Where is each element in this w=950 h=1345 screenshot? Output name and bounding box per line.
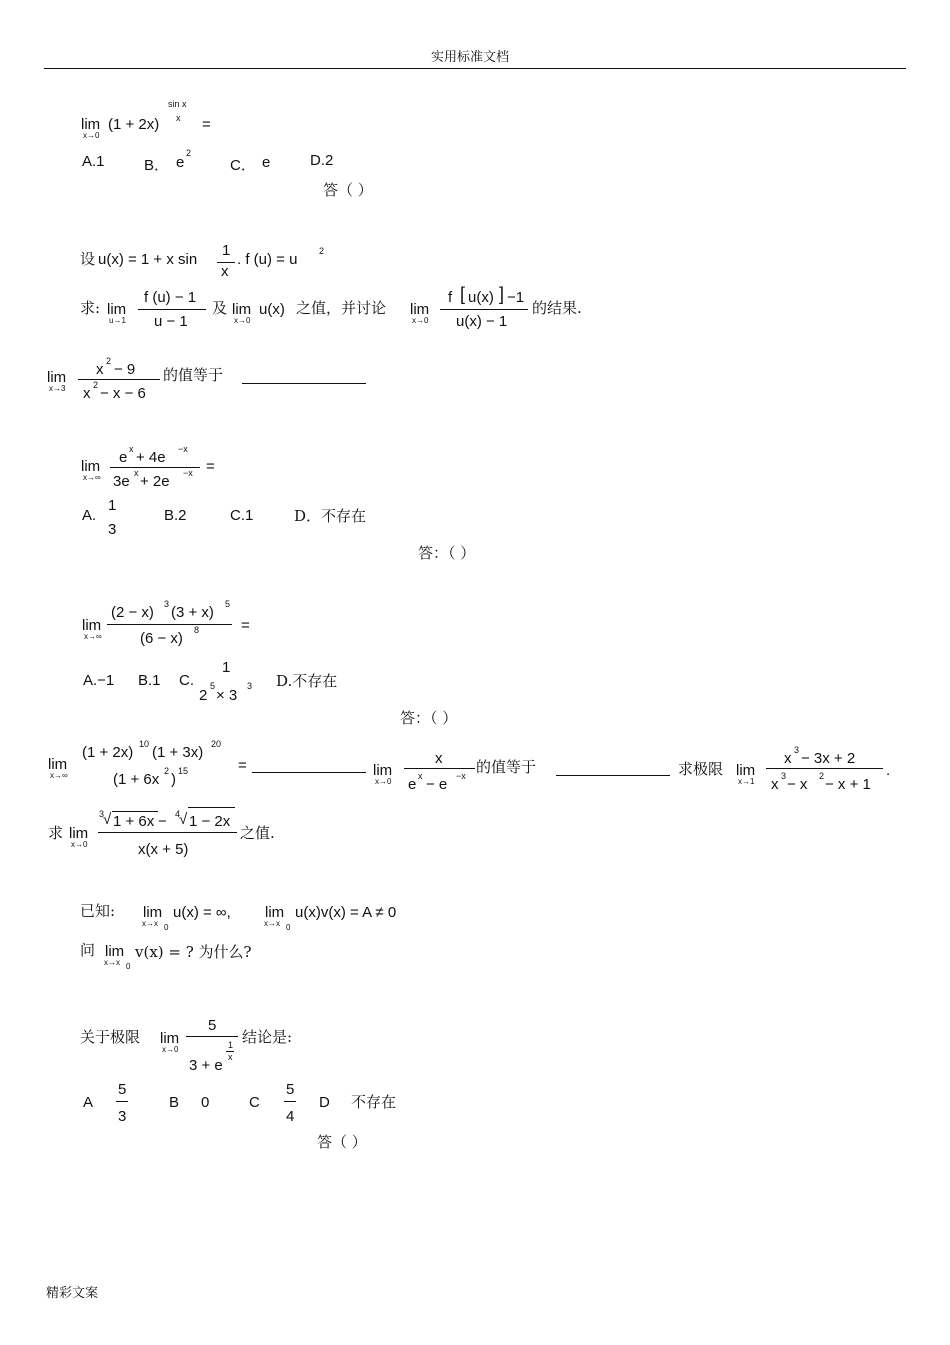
p5-num-b: (3 + x): [171, 604, 214, 621]
p8-num-a: x: [784, 750, 792, 767]
p9-den: x(x + 5): [138, 841, 189, 858]
p6-den-b: ): [171, 771, 176, 788]
p5-opt-c: C.: [179, 672, 194, 689]
p8-lead: 求极限: [678, 760, 724, 778]
p4-opt-d: D．不存在: [294, 507, 367, 525]
p10-lim2-sub: x→x: [264, 919, 280, 928]
p2-lim3-sub: x→0: [412, 316, 429, 325]
p5-den: (6 − x): [140, 630, 183, 647]
lim-label: lim: [81, 116, 101, 133]
p11-den-a: 3 + e: [189, 1057, 223, 1074]
p6-num-e2: 20: [211, 739, 222, 749]
p11-opt-c-den: 4: [286, 1108, 295, 1125]
p7-den-b: − e: [426, 776, 448, 793]
p1-opt-c: C．: [230, 157, 256, 174]
p1-answer: 答（ ）: [323, 181, 373, 199]
p8-num-b: − 3x + 2: [801, 750, 856, 767]
p2-frac-num: 1: [222, 242, 231, 259]
p4-opt-a-num: 1: [108, 497, 117, 514]
p11-opt-d: D: [319, 1094, 330, 1111]
p10-lim1-sub0: 0: [164, 923, 169, 932]
p4-num-b: + 4e: [136, 449, 166, 466]
p9-root2-idx: 4: [175, 809, 181, 819]
p1-opt-c-val: e: [262, 154, 271, 171]
p1-exp-num: sin x: [168, 99, 187, 109]
p3-line: [78, 379, 160, 380]
p5-opt-c-den-b: × 3: [216, 687, 238, 704]
p9-root1-sign: √: [103, 811, 112, 828]
p1-opt-a: A.1: [82, 153, 105, 170]
p11-opt-a-den: 3: [118, 1108, 127, 1125]
p6-eq: =: [238, 757, 247, 774]
p7-den-mx: −x: [456, 771, 466, 781]
p7-line: [404, 768, 475, 769]
p9-root1-body: 1 + 6x: [113, 813, 155, 830]
p10-lim1: lim: [143, 904, 163, 921]
p9-lead: 求: [48, 824, 64, 842]
p2-f2-num-b: u(x): [468, 289, 494, 306]
p11-opt-b-val: 0: [201, 1094, 210, 1111]
p1-opt-d: D.2: [310, 152, 334, 169]
p11-opt-a-line: [116, 1101, 128, 1102]
p4-opt-a-den: 3: [108, 521, 117, 538]
p11-lim: lim: [160, 1030, 180, 1047]
p4-answer: 答：（ ）: [418, 544, 476, 562]
p1-eq: =: [202, 116, 211, 133]
p2-and: 及: [212, 299, 228, 317]
p11-text: 结论是:: [242, 1028, 293, 1046]
p1-exp-den: x: [176, 113, 181, 123]
p7-text: 的值等于: [476, 758, 537, 776]
p11-opt-a: A: [83, 1094, 94, 1111]
p4-den-x: x: [134, 468, 139, 478]
p1-opt-b-exp: 2: [186, 148, 192, 158]
p3-num-sq: 2: [106, 356, 112, 366]
p10-ask: 问: [80, 941, 96, 959]
p8-den-e1: 3: [781, 771, 787, 781]
p4-den-mx: −x: [183, 468, 193, 478]
p11-opt-c-num: 5: [286, 1081, 295, 1098]
p5-lim: lim: [82, 617, 102, 634]
p11-opt-c-line: [284, 1101, 296, 1102]
p3-den: x: [83, 385, 91, 402]
p2-lim2: lim: [232, 301, 252, 318]
p6-lim-sub: x→∞: [50, 771, 68, 780]
p2-f2-num-a: f: [448, 289, 453, 306]
p5-opt-b: B.1: [138, 672, 161, 689]
p4-num-mx: −x: [178, 444, 188, 454]
p2-f2-den: u(x) − 1: [456, 313, 508, 330]
lim-subscript: x→0: [83, 131, 100, 140]
p10-lim3-sub: x→x: [104, 958, 120, 967]
p11-opt-b: B: [169, 1094, 180, 1111]
p6-den-a: (1 + 6x: [113, 771, 160, 788]
p2-intro: 设: [80, 250, 96, 268]
p5-opt-c-den-a: 2: [199, 687, 208, 704]
p3-lim-sub: x→3: [49, 384, 66, 393]
p11-lim-sub: x→0: [162, 1045, 179, 1054]
p5-num-e2: 5: [225, 599, 231, 609]
p2-lim2-sub: x→0: [234, 316, 251, 325]
p2-f2-line: [440, 309, 528, 310]
p7-den-a: e: [408, 776, 417, 793]
p9-root2-body: 1 − 2x: [189, 813, 231, 830]
p1-base: (1 + 2x): [108, 116, 160, 133]
p11-lead: 关于极限: [80, 1028, 141, 1046]
p2-lim3: lim: [410, 301, 430, 318]
p2-line1b: . f (u) = u: [237, 251, 298, 268]
p3-lim: lim: [47, 369, 67, 386]
p5-opt-c-num: 1: [222, 659, 231, 676]
p2-f2-bracket-open: [: [460, 284, 466, 304]
p8-num-e: 3: [794, 745, 800, 755]
p9-minus: −: [158, 813, 167, 830]
p10-lim3-sub0: 0: [126, 962, 131, 971]
p2-ux: u(x): [259, 301, 285, 318]
p6-num-e1: 10: [139, 739, 150, 749]
p9-lim-sub: x→0: [71, 840, 88, 849]
p10-b: u(x)v(x) = A ≠ 0: [295, 904, 397, 921]
page-header-title: 实用标准文档: [431, 50, 510, 65]
p4-lim: lim: [81, 458, 101, 475]
p4-eq: =: [206, 458, 215, 475]
p11-den-exp-den: x: [228, 1052, 233, 1062]
p2-sq: 2: [319, 246, 325, 256]
p7-den-x: x: [418, 771, 423, 781]
p6-num-b: (1 + 3x): [152, 744, 204, 761]
p7-lim: lim: [373, 762, 393, 779]
p5-line: [107, 624, 232, 625]
p9-end: 之值.: [240, 824, 275, 842]
p2-f1-den: u − 1: [154, 313, 188, 330]
p5-eq: =: [241, 617, 250, 634]
p6-den-sq: 2: [164, 766, 170, 776]
p11-line: [186, 1036, 238, 1037]
p3-text: 的值等于: [163, 366, 224, 384]
p5-num-e1: 3: [164, 599, 170, 609]
p2-end: 的结果.: [532, 299, 582, 317]
p2-lim1-sub: u→1: [109, 316, 126, 325]
p6-num-a: (1 + 2x): [82, 744, 134, 761]
p9-root1-idx: 3: [99, 809, 105, 819]
p4-lim-sub: x→∞: [83, 473, 101, 482]
p2-frac-den: x: [221, 263, 229, 280]
p8-line: [766, 768, 883, 769]
p11-den-exp-num: 1: [228, 1040, 234, 1050]
p5-opt-a: A.−1: [83, 672, 115, 689]
p4-den-b: + 2e: [140, 473, 170, 490]
p4-opt-b: B.2: [164, 507, 187, 524]
p11-opt-a-num: 5: [118, 1081, 127, 1098]
p2-line1: u(x) = 1 + x sin: [98, 251, 198, 268]
p3-den-b: − x − 6: [100, 385, 146, 402]
p8-lim-sub: x→1: [738, 777, 755, 786]
p10-lim3: lim: [105, 943, 125, 960]
p11-opt-d-text: 不存在: [351, 1093, 397, 1111]
p8-lim: lim: [736, 762, 756, 779]
p2-ask: 求:: [80, 299, 101, 317]
page-footer: 精彩文案: [46, 1286, 99, 1301]
p5-opt-d: D.不存在: [276, 672, 338, 690]
p6-blank[interactable]: [252, 772, 366, 773]
p9-root2-sign: √: [179, 811, 188, 828]
p7-blank[interactable]: [556, 775, 670, 776]
p5-opt-c-den-e1: 5: [210, 681, 216, 691]
p3-num-b: − 9: [114, 361, 136, 378]
p10-lim2: lim: [265, 904, 285, 921]
p10-lim1-sub: x→x: [142, 919, 158, 928]
p2-f1-num: f (u) − 1: [144, 289, 197, 306]
p8-dot: .: [886, 762, 891, 779]
p8-den-e2: 2: [819, 771, 825, 781]
p4-den: 3e: [113, 473, 130, 490]
p7-lim-sub: x→0: [375, 777, 392, 786]
p1-opt-b-val: e: [176, 154, 185, 171]
p5-answer: 答：（ ）: [400, 709, 458, 727]
p10-a: u(x) = ∞,: [173, 904, 231, 921]
p6-lim: lim: [48, 756, 68, 773]
p2-f1-line: [138, 309, 206, 310]
p6-den-e: 15: [178, 766, 189, 776]
p10-lim2-sub0: 0: [286, 923, 291, 932]
p11-opt-c: C: [249, 1094, 260, 1111]
p7-num: x: [435, 750, 443, 767]
p5-opt-c-den-e2: 3: [247, 681, 253, 691]
p4-num: e: [119, 449, 128, 466]
p9-root2-bar: [188, 807, 235, 808]
p2-f2-num-c: −1: [507, 289, 525, 306]
p5-lim-sub: x→∞: [84, 632, 102, 641]
p8-den-c: − x + 1: [825, 776, 871, 793]
p10-c: v(x) = ? 为什么?: [135, 943, 252, 961]
p5-den-e: 8: [194, 625, 200, 635]
p4-opt-c: C.1: [230, 507, 254, 524]
p11-answer: 答（ ）: [317, 1133, 367, 1151]
p10-known: 已知:: [80, 902, 116, 920]
p4-opt-a: A.: [82, 507, 97, 524]
p8-den-b: − x: [787, 776, 808, 793]
header-rule: [44, 68, 906, 69]
p9-line: [98, 832, 237, 833]
p2-lim1: lim: [107, 301, 127, 318]
p4-num-x: x: [129, 444, 134, 454]
p3-num: x: [96, 361, 104, 378]
p9-lim: lim: [69, 825, 89, 842]
p2-mid: 之值，并讨论: [296, 299, 387, 317]
p9-root1-bar: [112, 811, 158, 812]
p3-blank[interactable]: [242, 383, 366, 384]
p3-den-sq: 2: [93, 380, 99, 390]
p11-num: 5: [208, 1017, 217, 1034]
p5-num: (2 − x): [111, 604, 154, 621]
p8-den-a: x: [771, 776, 779, 793]
p2-f2-bracket-close: ]: [499, 284, 505, 304]
p1-opt-b: B．: [144, 157, 170, 174]
